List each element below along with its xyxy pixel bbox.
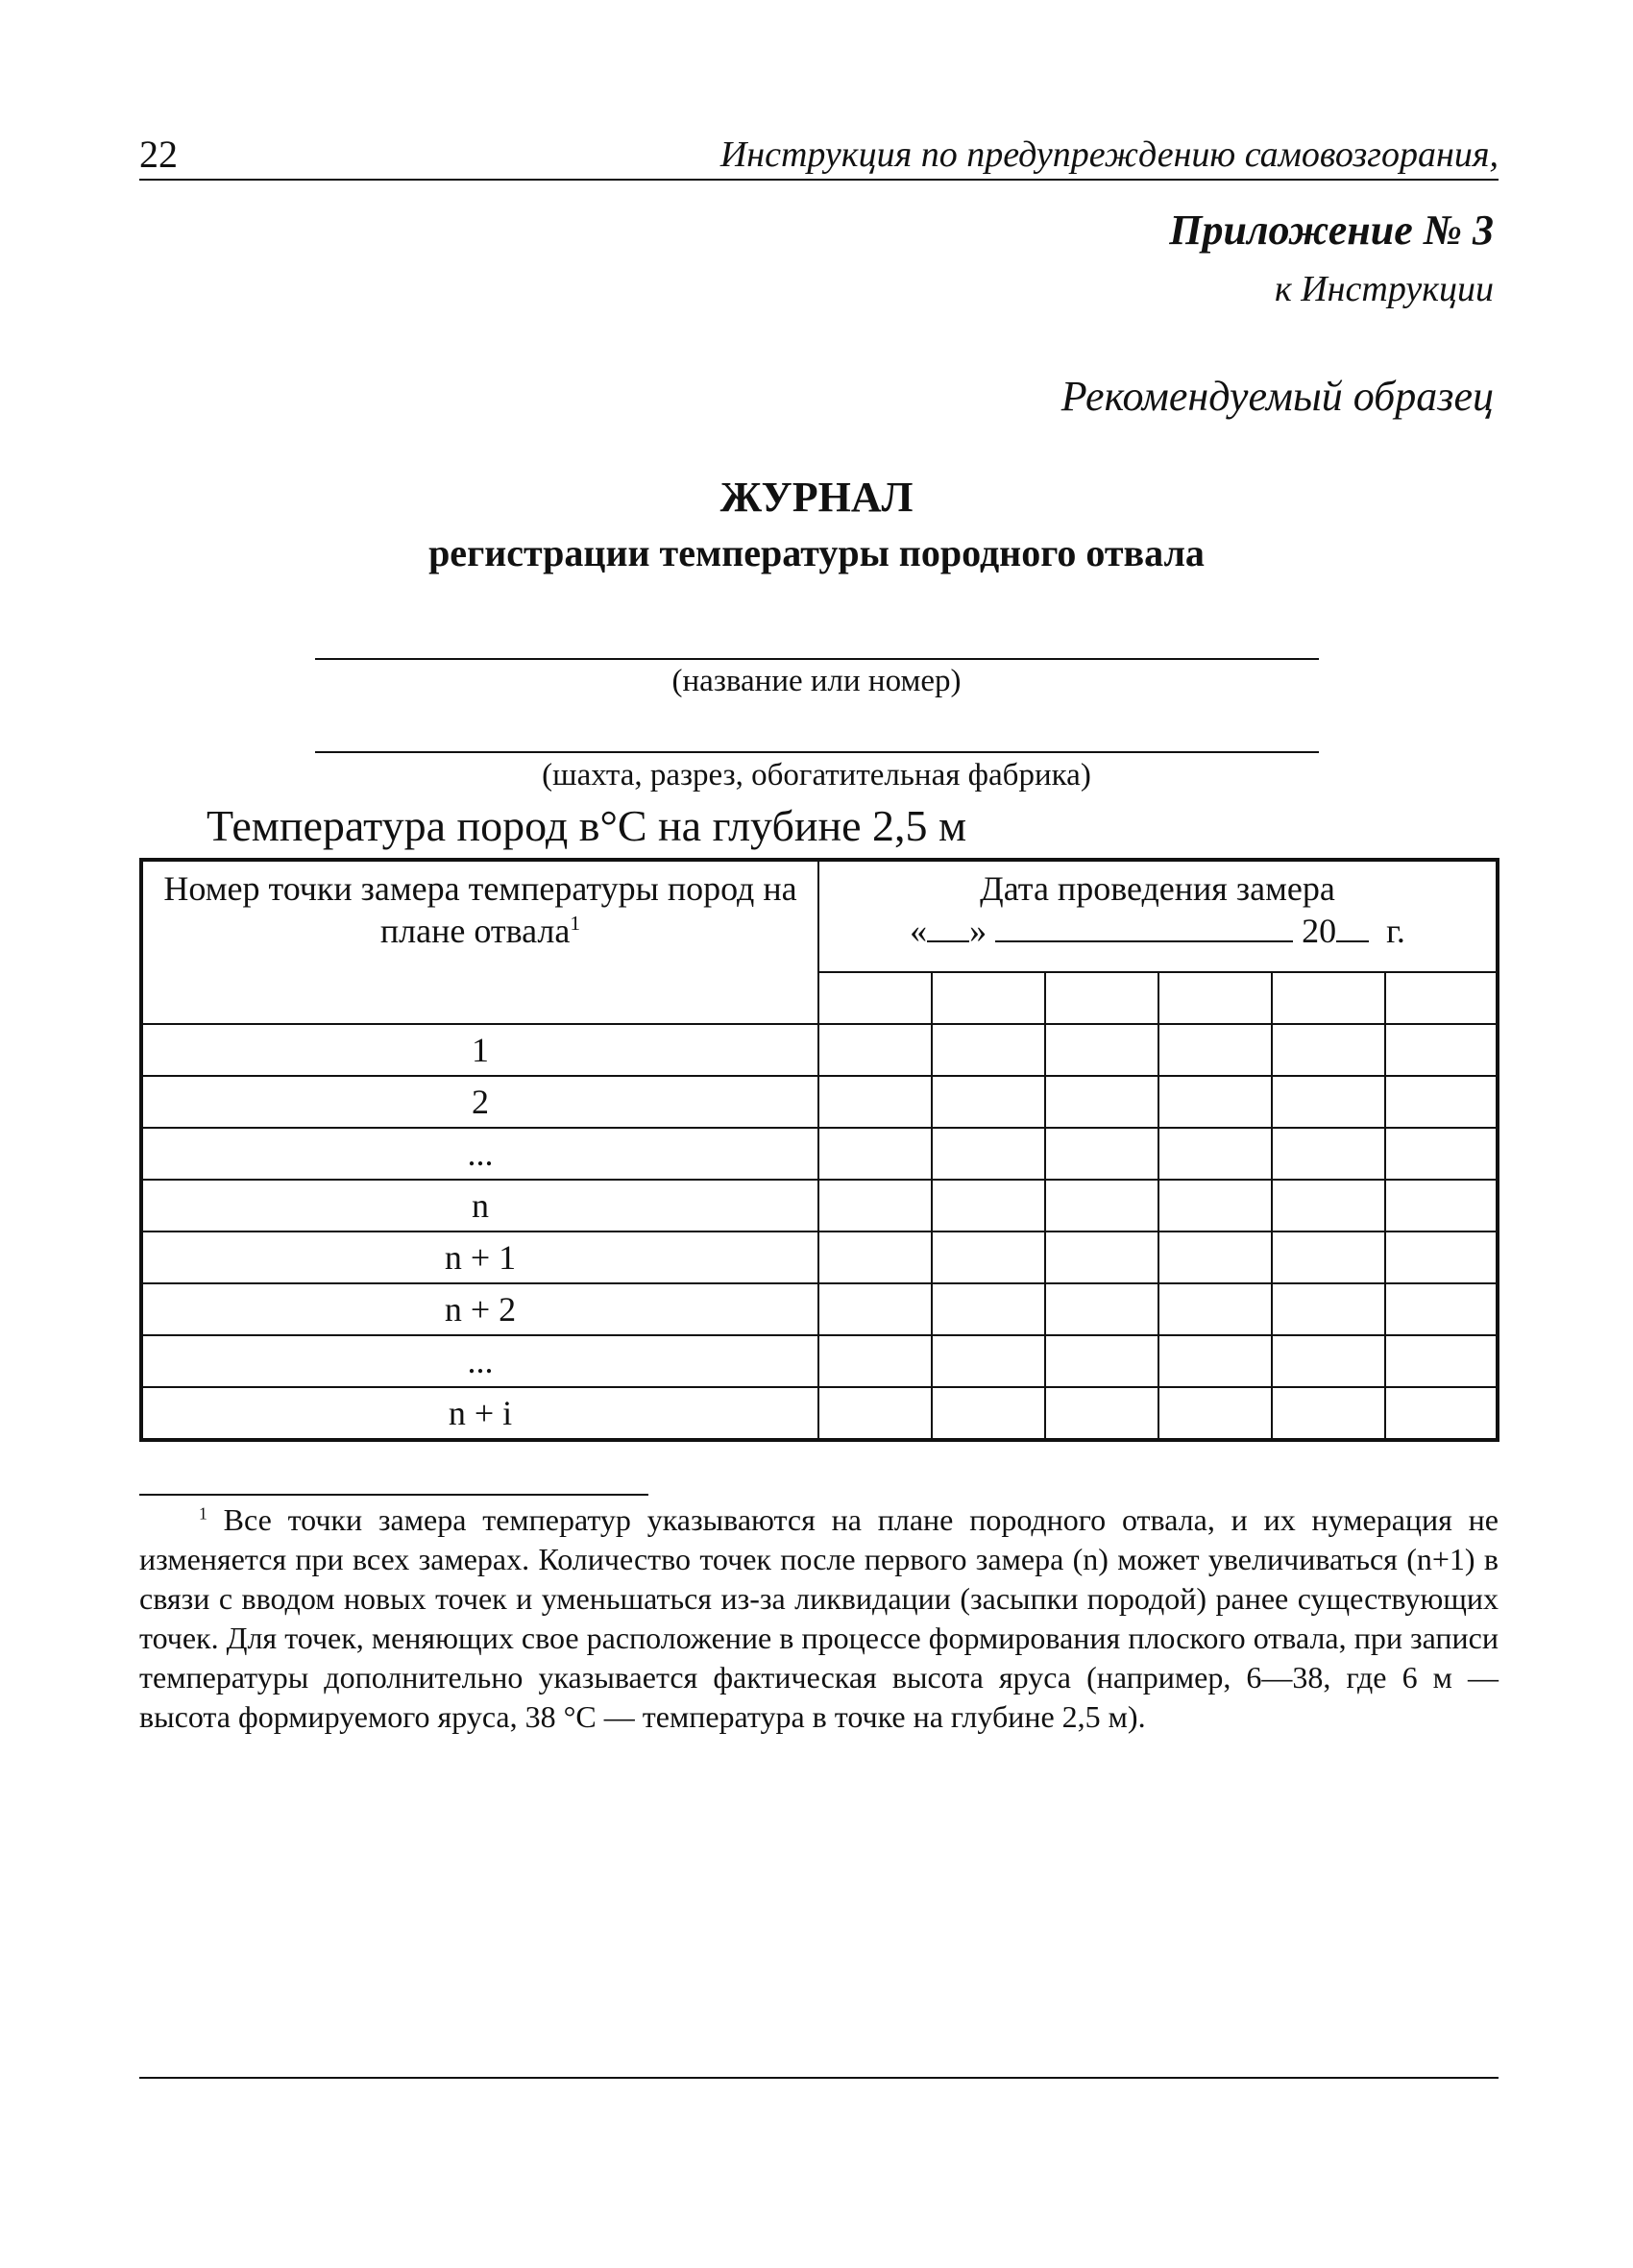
date-cell <box>1385 972 1498 1024</box>
day-blank <box>927 910 969 942</box>
table-row <box>141 1128 1498 1180</box>
point-number: n <box>141 1180 818 1232</box>
journal-subtitle: регистрации температуры породного отвала <box>428 531 1205 574</box>
page-number: 22 <box>139 133 178 176</box>
footnote-rule <box>139 1494 648 1496</box>
bottom-rule <box>139 2077 1499 2079</box>
table-row <box>141 1283 1498 1335</box>
table-heading: Температура пород в°С на глубине 2,5 м <box>207 801 967 850</box>
table-row <box>141 1024 1498 1076</box>
appendix-sub: к Инструкции <box>1274 269 1494 309</box>
point-number-header <box>141 860 818 1024</box>
point-number: 2 <box>141 1076 818 1128</box>
date-open-quote: « <box>910 912 928 950</box>
point-number: n + 2 <box>141 1283 818 1335</box>
journal-title: ЖУРНАЛ <box>719 474 914 521</box>
point-number: ... <box>141 1335 818 1387</box>
date-header-text: Дата проведения замера <box>980 869 1335 908</box>
date-cell <box>818 972 932 1024</box>
table-row <box>141 1180 1498 1232</box>
month-blank <box>995 910 1293 942</box>
name-blank-line <box>315 658 1319 660</box>
year-prefix: 20 <box>1302 912 1337 950</box>
date-cell <box>1045 972 1158 1024</box>
year-blank <box>1336 910 1369 942</box>
date-cell <box>932 972 1045 1024</box>
table-row <box>141 1076 1498 1128</box>
recommended-sample: Рекомендуемый образец <box>1060 373 1494 420</box>
year-suffix: г. <box>1386 912 1405 950</box>
date-fill-line <box>819 910 1496 952</box>
temperature-table <box>139 858 1499 1442</box>
table-row <box>141 1387 1498 1440</box>
running-title: Инструкция по предупреждению самовозгорания, <box>719 134 1499 175</box>
date-header <box>818 860 1498 972</box>
point-number-header-text: Номер точки замера температуры пород на плане отвала <box>163 869 797 950</box>
header-rule <box>139 179 1499 181</box>
point-number: 1 <box>141 1024 818 1076</box>
date-cell <box>1158 972 1272 1024</box>
appendix-label: Приложение № 3 <box>1169 207 1494 254</box>
point-number: n + i <box>141 1387 818 1440</box>
date-close-quote: » <box>969 912 987 950</box>
footnote-mark: 1 <box>199 1503 207 1524</box>
table-row <box>141 1232 1498 1283</box>
footnote-text: Все точки замера температур указываются на плане породного отвала, и их нумерация не изменяется при всех замерах. Количество точек после первого замера (n) может увеличиваться (n+1) в связи с вводом новых точек и уменьшаться из-за ликвидации (засыпки породой) ранее существующих точек. Для точек, меняющих свое расположение в процессе формирования плоского отвала, при записи температуры дополнительно указывается фактическая высота яруса (например, 6—38, где 6 м — высота формируемого яруса, 38 °С — температура в точке на глубине 2,5 м). <box>139 1502 1499 1734</box>
footnote <box>139 1500 1499 1737</box>
point-number: ... <box>141 1128 818 1180</box>
mine-blank-line <box>315 751 1319 753</box>
name-blank-caption: (название или номер) <box>671 664 962 698</box>
footnote-ref: 1 <box>570 912 581 935</box>
mine-blank-caption: (шахта, разрез, обогатительная фабрика) <box>542 758 1091 793</box>
table-row <box>141 1335 1498 1387</box>
date-cell <box>1272 972 1385 1024</box>
point-number: n + 1 <box>141 1232 818 1283</box>
